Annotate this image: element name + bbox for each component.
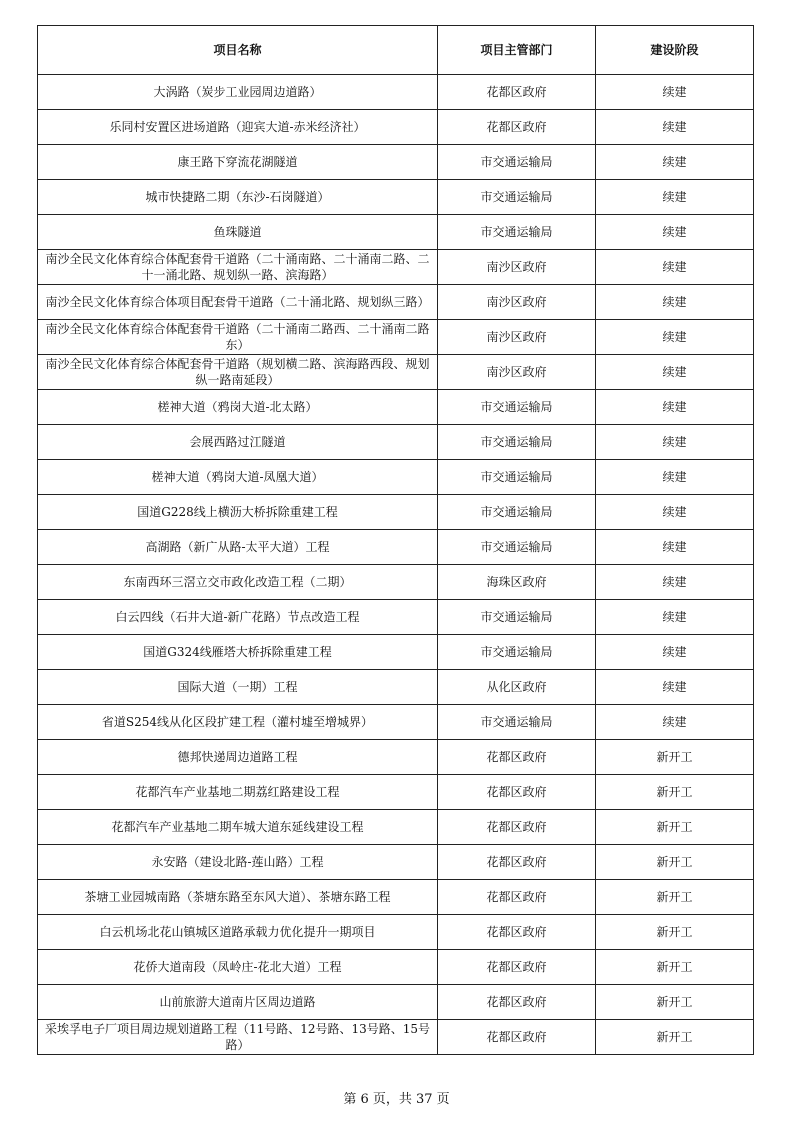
table-row	[38, 705, 754, 740]
cell-department: 花都区政府	[438, 810, 596, 845]
cell-stage: 续建	[596, 425, 754, 460]
project-table-container	[37, 25, 753, 1055]
cell-project-name: 花侨大道南段（凤岭庄-花北大道）工程	[38, 950, 438, 985]
cell-stage: 新开工	[596, 985, 754, 1020]
table-row	[38, 635, 754, 670]
table-row	[38, 740, 754, 775]
cell-project-name: 槎神大道（鸦岗大道-北太路）	[38, 390, 438, 425]
table-row	[38, 810, 754, 845]
cell-department: 市交通运输局	[438, 180, 596, 215]
table-row	[38, 355, 754, 390]
cell-department: 市交通运输局	[438, 495, 596, 530]
table-row	[38, 145, 754, 180]
cell-department: 花都区政府	[438, 740, 596, 775]
cell-department: 花都区政府	[438, 110, 596, 145]
table-row	[38, 180, 754, 215]
table-row	[38, 285, 754, 320]
cell-department: 南沙区政府	[438, 320, 596, 355]
table-row	[38, 215, 754, 250]
cell-stage: 续建	[596, 75, 754, 110]
cell-department: 海珠区政府	[438, 565, 596, 600]
table-header-row	[38, 26, 754, 75]
cell-stage: 续建	[596, 530, 754, 565]
table-row	[38, 1020, 754, 1055]
cell-department: 市交通运输局	[438, 530, 596, 565]
cell-department: 市交通运输局	[438, 145, 596, 180]
table-row	[38, 985, 754, 1020]
cell-department: 花都区政府	[438, 880, 596, 915]
cell-stage: 新开工	[596, 845, 754, 880]
cell-project-name: 南沙全民文化体育综合体配套骨干道路（规划横二路、滨海路西段、规划纵一路南延段）	[38, 355, 438, 390]
cell-project-name: 国道G228线上横沥大桥拆除重建工程	[38, 495, 438, 530]
table-row	[38, 600, 754, 635]
table-row	[38, 320, 754, 355]
cell-stage: 新开工	[596, 950, 754, 985]
cell-stage: 续建	[596, 250, 754, 285]
table-row	[38, 775, 754, 810]
table-row	[38, 390, 754, 425]
cell-department: 花都区政府	[438, 775, 596, 810]
cell-department: 市交通运输局	[438, 705, 596, 740]
cell-project-name: 高湖路（新广从路-太平大道）工程	[38, 530, 438, 565]
cell-stage: 续建	[596, 670, 754, 705]
cell-stage: 续建	[596, 705, 754, 740]
table-row	[38, 880, 754, 915]
cell-stage: 新开工	[596, 880, 754, 915]
cell-stage: 续建	[596, 460, 754, 495]
cell-project-name: 南沙全民文化体育综合体配套骨干道路（二十涌南二路西、二十涌南二路东）	[38, 320, 438, 355]
cell-department: 南沙区政府	[438, 355, 596, 390]
cell-department: 南沙区政府	[438, 285, 596, 320]
cell-department: 市交通运输局	[438, 460, 596, 495]
cell-stage: 续建	[596, 355, 754, 390]
header-department: 项目主管部门	[438, 26, 596, 75]
table-row	[38, 425, 754, 460]
cell-project-name: 鱼珠隧道	[38, 215, 438, 250]
cell-stage: 续建	[596, 110, 754, 145]
cell-project-name: 南沙全民文化体育综合体配套骨干道路（二十涌南路、二十涌南二路、二十一涌北路、规划纵一路、滨海路）	[38, 250, 438, 285]
cell-project-name: 永安路（建设北路-莲山路）工程	[38, 845, 438, 880]
cell-project-name: 采埃孚电子厂项目周边规划道路工程（11号路、12号路、13号路、15号路）	[38, 1020, 438, 1055]
cell-project-name: 花都汽车产业基地二期车城大道东延线建设工程	[38, 810, 438, 845]
table-body	[38, 75, 754, 1055]
cell-department: 花都区政府	[438, 1020, 596, 1055]
cell-stage: 续建	[596, 215, 754, 250]
cell-project-name: 东南西环三滘立交市政化改造工程（二期）	[38, 565, 438, 600]
cell-stage: 续建	[596, 145, 754, 180]
cell-stage: 续建	[596, 600, 754, 635]
table-row	[38, 530, 754, 565]
cell-department: 从化区政府	[438, 670, 596, 705]
cell-project-name: 德邦快递周边道路工程	[38, 740, 438, 775]
cell-project-name: 省道S254线从化区段扩建工程（灌村墟至增城界）	[38, 705, 438, 740]
header-stage: 建设阶段	[596, 26, 754, 75]
table-row	[38, 565, 754, 600]
cell-project-name: 会展西路过江隧道	[38, 425, 438, 460]
header-project-name: 项目名称	[38, 26, 438, 75]
cell-stage: 新开工	[596, 740, 754, 775]
cell-project-name: 白云机场北花山镇城区道路承载力优化提升一期项目	[38, 915, 438, 950]
cell-stage: 续建	[596, 635, 754, 670]
cell-department: 市交通运输局	[438, 390, 596, 425]
cell-project-name: 乐同村安置区进场道路（迎宾大道-赤米经济社）	[38, 110, 438, 145]
cell-department: 花都区政府	[438, 845, 596, 880]
table-row	[38, 845, 754, 880]
cell-project-name: 花都汽车产业基地二期荔红路建设工程	[38, 775, 438, 810]
cell-stage: 新开工	[596, 915, 754, 950]
cell-department: 花都区政府	[438, 75, 596, 110]
cell-stage: 续建	[596, 495, 754, 530]
table-row	[38, 670, 754, 705]
cell-project-name: 国道G324线雁塔大桥拆除重建工程	[38, 635, 438, 670]
table-row	[38, 495, 754, 530]
cell-department: 市交通运输局	[438, 600, 596, 635]
cell-stage: 续建	[596, 565, 754, 600]
cell-department: 市交通运输局	[438, 425, 596, 460]
cell-stage: 新开工	[596, 810, 754, 845]
cell-project-name: 白云四线（石井大道-新广花路）节点改造工程	[38, 600, 438, 635]
cell-department: 市交通运输局	[438, 215, 596, 250]
cell-project-name: 山前旅游大道南片区周边道路	[38, 985, 438, 1020]
cell-project-name: 南沙全民文化体育综合体项目配套骨干道路（二十涌北路、规划纵三路）	[38, 285, 438, 320]
cell-stage: 新开工	[596, 775, 754, 810]
table-row	[38, 250, 754, 285]
cell-project-name: 国际大道（一期）工程	[38, 670, 438, 705]
cell-stage: 续建	[596, 320, 754, 355]
cell-project-name: 大涡路（炭步工业园周边道路）	[38, 75, 438, 110]
cell-department: 市交通运输局	[438, 635, 596, 670]
cell-department: 花都区政府	[438, 950, 596, 985]
cell-stage: 续建	[596, 180, 754, 215]
cell-project-name: 城市快捷路二期（东沙-石岗隧道）	[38, 180, 438, 215]
table-row	[38, 915, 754, 950]
cell-department: 南沙区政府	[438, 250, 596, 285]
table-row	[38, 950, 754, 985]
cell-project-name: 槎神大道（鸦岗大道-凤凰大道）	[38, 460, 438, 495]
cell-project-name: 康王路下穿流花湖隧道	[38, 145, 438, 180]
cell-project-name: 茶塘工业园城南路（茶塘东路至东风大道）、茶塘东路工程	[38, 880, 438, 915]
table-row	[38, 460, 754, 495]
project-table	[37, 25, 754, 1055]
cell-department: 花都区政府	[438, 915, 596, 950]
cell-stage: 续建	[596, 285, 754, 320]
cell-stage: 新开工	[596, 1020, 754, 1055]
table-row	[38, 110, 754, 145]
cell-department: 花都区政府	[438, 985, 596, 1020]
cell-stage: 续建	[596, 390, 754, 425]
table-row	[38, 75, 754, 110]
page-number-footer: 第 6 页，共 37 页	[343, 1092, 450, 1107]
